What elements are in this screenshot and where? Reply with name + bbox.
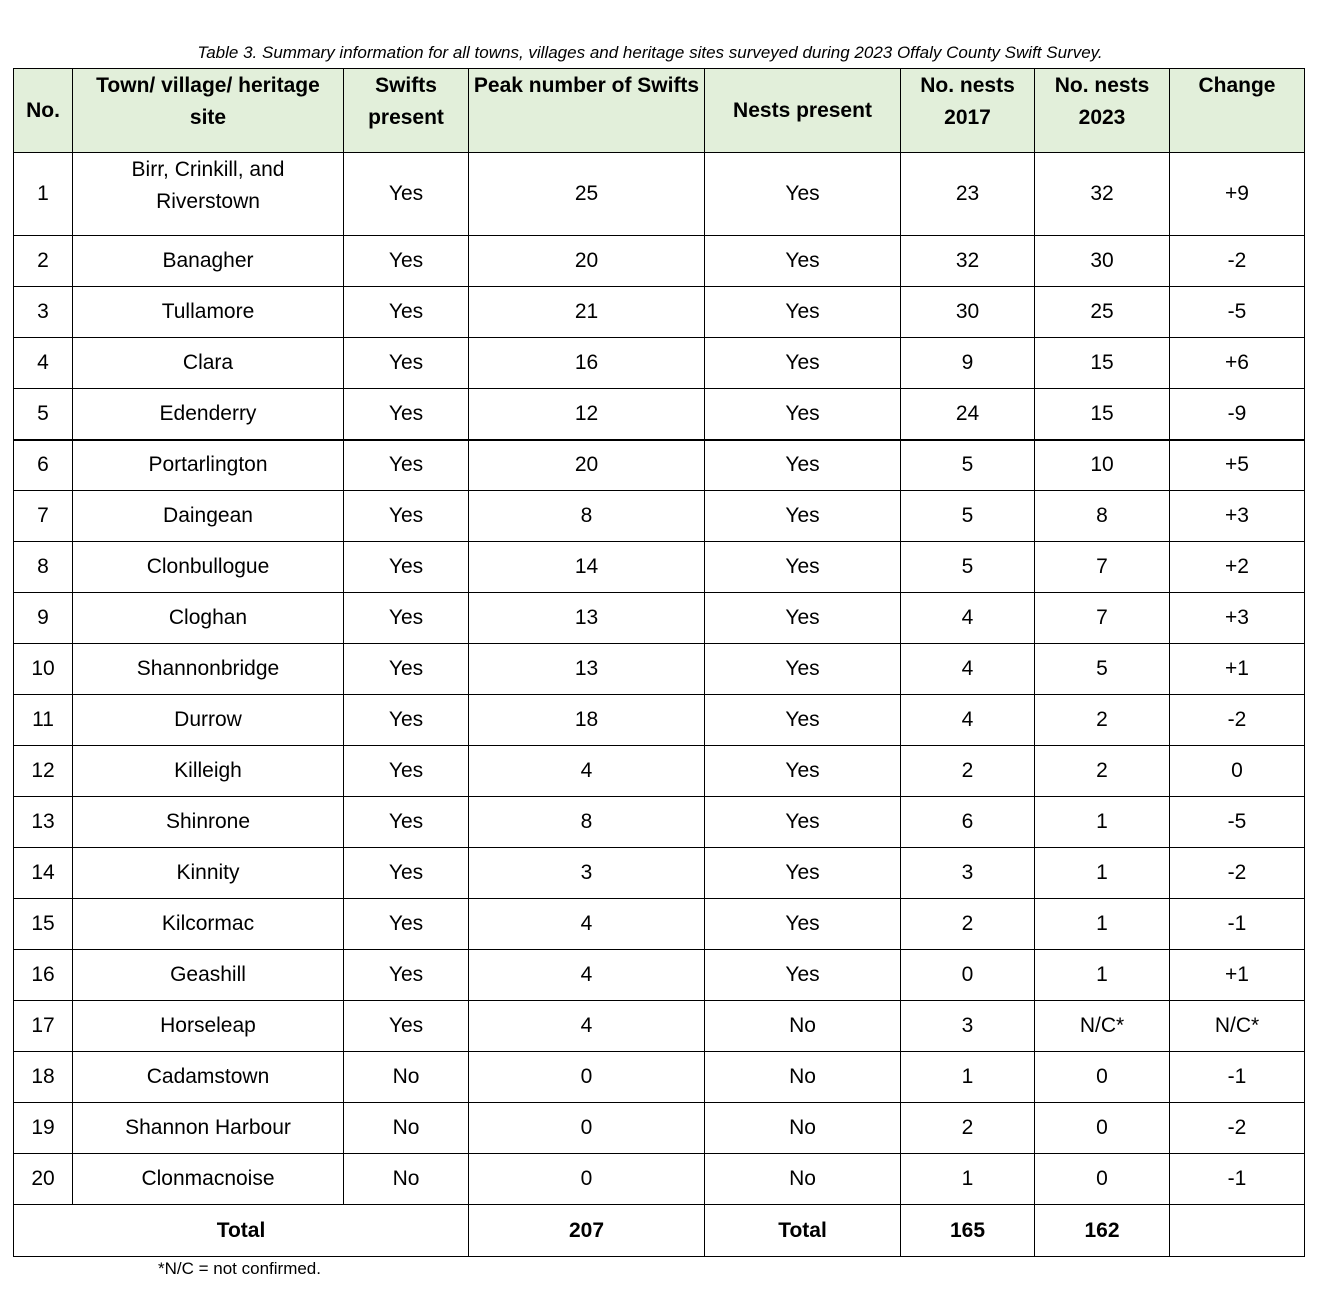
cell-swifts-present: Yes [344,287,469,338]
cell-nests-2023: 1 [1035,950,1170,1001]
cell-peak-swifts: 20 [469,440,705,491]
table-row [14,153,1305,236]
table-row [14,287,1305,338]
cell-change: -2 [1170,848,1305,899]
cell-nests-2017: 23 [901,153,1035,236]
cell-peak-swifts: 4 [469,746,705,797]
cell-change: N/C* [1170,1001,1305,1052]
header-nests-2023: No. nests 2023 [1035,69,1170,153]
cell-change: +3 [1170,491,1305,542]
cell-nests-present: Yes [705,542,901,593]
cell-change: -2 [1170,695,1305,746]
cell-nests-2023: 1 [1035,899,1170,950]
cell-swifts-present: Yes [344,695,469,746]
cell-peak-swifts: 0 [469,1154,705,1205]
cell-nests-2023: 2 [1035,695,1170,746]
cell-nests-present: Yes [705,746,901,797]
cell-nests-present: Yes [705,440,901,491]
cell-nests-present: Yes [705,236,901,287]
total-nests-2017: 165 [901,1205,1035,1257]
cell-nests-present: No [705,1103,901,1154]
cell-peak-swifts: 16 [469,338,705,389]
cell-nests-2017: 1 [901,1154,1035,1205]
cell-nests-2023: 15 [1035,389,1170,440]
cell-nests-2017: 2 [901,1103,1035,1154]
header-peak-number: Peak number of Swifts [469,69,705,153]
cell-nests-2023: 30 [1035,236,1170,287]
cell-nests-2017: 2 [901,899,1035,950]
cell-site: Geashill [73,950,344,1001]
cell-peak-swifts: 12 [469,389,705,440]
table-body [14,153,1305,1205]
cell-site: Clonbullogue [73,542,344,593]
cell-swifts-present: Yes [344,644,469,695]
cell-nests-2023: 1 [1035,797,1170,848]
cell-peak-swifts: 21 [469,287,705,338]
cell-site: Cloghan [73,593,344,644]
cell-nests-2023: 0 [1035,1154,1170,1205]
header-swifts-present: Swifts present [344,69,469,153]
cell-nests-present: Yes [705,797,901,848]
table-row [14,1103,1305,1154]
cell-nests-2023: 10 [1035,440,1170,491]
cell-site: Kinnity [73,848,344,899]
cell-site: Birr, Crinkill, and Riverstown [73,153,344,236]
cell-nests-2023: 0 [1035,1052,1170,1103]
cell-nests-2023: 0 [1035,1103,1170,1154]
cell-nests-2017: 5 [901,491,1035,542]
cell-site: Banagher [73,236,344,287]
cell-nests-2017: 6 [901,797,1035,848]
table-row [14,899,1305,950]
cell-no: 12 [14,746,73,797]
table-header [14,69,1305,153]
table-row [14,542,1305,593]
cell-no: 14 [14,848,73,899]
cell-site: Kilcormac [73,899,344,950]
cell-change: -9 [1170,389,1305,440]
cell-site: Clonmacnoise [73,1154,344,1205]
cell-change: 0 [1170,746,1305,797]
total-peak-swifts: 207 [469,1205,705,1257]
cell-change: -5 [1170,797,1305,848]
cell-nests-present: Yes [705,899,901,950]
cell-nests-2017: 5 [901,440,1035,491]
header-no: No. [14,69,73,153]
cell-no: 16 [14,950,73,1001]
total-label-nests: Total [705,1205,901,1257]
total-nests-2023: 162 [1035,1205,1170,1257]
table-caption: Table 3. Summary information for all towns, villages and heritage sites surveyed during 2023 Offaly County Swift Survey. [197,43,1103,62]
cell-peak-swifts: 4 [469,899,705,950]
cell-nests-present: Yes [705,338,901,389]
cell-change: -5 [1170,287,1305,338]
cell-nests-2017: 1 [901,1052,1035,1103]
cell-nests-present: Yes [705,593,901,644]
cell-no: 6 [14,440,73,491]
table-row [14,1001,1305,1052]
cell-site: Horseleap [73,1001,344,1052]
cell-peak-swifts: 13 [469,644,705,695]
totals-row [14,1205,1305,1257]
cell-nests-2017: 4 [901,593,1035,644]
table-row [14,389,1305,440]
cell-nests-present: Yes [705,950,901,1001]
cell-nests-present: Yes [705,389,901,440]
cell-no: 3 [14,287,73,338]
cell-nests-present: Yes [705,491,901,542]
cell-no: 17 [14,1001,73,1052]
cell-site: Daingean [73,491,344,542]
cell-nests-2023: 7 [1035,542,1170,593]
cell-nests-2023: 1 [1035,848,1170,899]
cell-site: Killeigh [73,746,344,797]
cell-site: Tullamore [73,287,344,338]
table-row [14,746,1305,797]
swift-survey-table [13,68,1305,1257]
cell-nests-2023: 32 [1035,153,1170,236]
cell-swifts-present: No [344,1154,469,1205]
cell-nests-2017: 4 [901,644,1035,695]
cell-nests-2017: 5 [901,542,1035,593]
cell-swifts-present: Yes [344,440,469,491]
cell-nests-present: Yes [705,287,901,338]
cell-no: 13 [14,797,73,848]
cell-swifts-present: Yes [344,338,469,389]
cell-peak-swifts: 0 [469,1052,705,1103]
cell-swifts-present: Yes [344,797,469,848]
cell-change: +5 [1170,440,1305,491]
cell-peak-swifts: 25 [469,153,705,236]
cell-no: 15 [14,899,73,950]
header-change: Change [1170,69,1305,153]
table-row [14,950,1305,1001]
cell-nests-2023: 8 [1035,491,1170,542]
cell-swifts-present: Yes [344,746,469,797]
cell-nests-present: No [705,1052,901,1103]
cell-peak-swifts: 13 [469,593,705,644]
table-row [14,1052,1305,1103]
cell-change: -2 [1170,236,1305,287]
cell-swifts-present: Yes [344,542,469,593]
header-nests-present: Nests present [705,69,901,153]
cell-site: Shannonbridge [73,644,344,695]
cell-change: +2 [1170,542,1305,593]
cell-nests-2017: 0 [901,950,1035,1001]
cell-change: -1 [1170,1154,1305,1205]
cell-swifts-present: No [344,1103,469,1154]
cell-change: +3 [1170,593,1305,644]
cell-swifts-present: Yes [344,236,469,287]
cell-nests-2023: 7 [1035,593,1170,644]
cell-change: +1 [1170,644,1305,695]
cell-no: 7 [14,491,73,542]
cell-peak-swifts: 3 [469,848,705,899]
cell-nests-2017: 2 [901,746,1035,797]
cell-peak-swifts: 0 [469,1103,705,1154]
cell-no: 18 [14,1052,73,1103]
cell-site: Clara [73,338,344,389]
cell-change: +9 [1170,153,1305,236]
cell-peak-swifts: 18 [469,695,705,746]
cell-swifts-present: Yes [344,899,469,950]
cell-nests-2017: 24 [901,389,1035,440]
cell-peak-swifts: 14 [469,542,705,593]
cell-nests-present: Yes [705,153,901,236]
cell-site: Edenderry [73,389,344,440]
cell-nests-2023: N/C* [1035,1001,1170,1052]
cell-nests-present: Yes [705,848,901,899]
cell-no: 5 [14,389,73,440]
cell-no: 20 [14,1154,73,1205]
cell-nests-2023: 2 [1035,746,1170,797]
cell-nests-2017: 32 [901,236,1035,287]
table-row [14,848,1305,899]
cell-site: Cadamstown [73,1052,344,1103]
cell-change: +1 [1170,950,1305,1001]
cell-peak-swifts: 4 [469,1001,705,1052]
cell-no: 4 [14,338,73,389]
cell-swifts-present: Yes [344,1001,469,1052]
cell-no: 1 [14,153,73,236]
cell-swifts-present: Yes [344,491,469,542]
cell-nests-2023: 15 [1035,338,1170,389]
cell-nests-2017: 3 [901,848,1035,899]
cell-swifts-present: Yes [344,848,469,899]
cell-nests-present: No [705,1001,901,1052]
cell-nests-2017: 4 [901,695,1035,746]
cell-peak-swifts: 8 [469,797,705,848]
table-row [14,491,1305,542]
total-change [1170,1205,1305,1257]
cell-no: 9 [14,593,73,644]
cell-no: 8 [14,542,73,593]
cell-no: 19 [14,1103,73,1154]
cell-nests-2017: 3 [901,1001,1035,1052]
cell-site: Shinrone [73,797,344,848]
cell-change: +6 [1170,338,1305,389]
table-row [14,1154,1305,1205]
cell-swifts-present: No [344,1052,469,1103]
table-row [14,695,1305,746]
table-row [14,440,1305,491]
cell-swifts-present: Yes [344,593,469,644]
cell-swifts-present: Yes [344,153,469,236]
cell-peak-swifts: 20 [469,236,705,287]
table-row [14,338,1305,389]
header-nests-2017: No. nests 2017 [901,69,1035,153]
cell-site: Portarlington [73,440,344,491]
footnote: *N/C = not confirmed. [158,1259,321,1278]
cell-nests-2023: 25 [1035,287,1170,338]
cell-swifts-present: Yes [344,389,469,440]
cell-change: -2 [1170,1103,1305,1154]
cell-nests-2023: 5 [1035,644,1170,695]
cell-peak-swifts: 4 [469,950,705,1001]
cell-site: Durrow [73,695,344,746]
cell-nests-present: Yes [705,644,901,695]
cell-nests-2017: 30 [901,287,1035,338]
cell-nests-present: No [705,1154,901,1205]
cell-no: 2 [14,236,73,287]
table-row [14,593,1305,644]
cell-swifts-present: Yes [344,950,469,1001]
table-row [14,236,1305,287]
cell-no: 11 [14,695,73,746]
table-footer [14,1205,1305,1257]
cell-change: -1 [1170,1052,1305,1103]
table-row [14,797,1305,848]
cell-site: Shannon Harbour [73,1103,344,1154]
table-row [14,644,1305,695]
total-label: Total [14,1205,469,1257]
header-site: Town/ village/ heritage site [73,69,344,153]
cell-nests-2017: 9 [901,338,1035,389]
header-row [14,69,1305,153]
cell-peak-swifts: 8 [469,491,705,542]
cell-nests-present: Yes [705,695,901,746]
cell-change: -1 [1170,899,1305,950]
cell-no: 10 [14,644,73,695]
